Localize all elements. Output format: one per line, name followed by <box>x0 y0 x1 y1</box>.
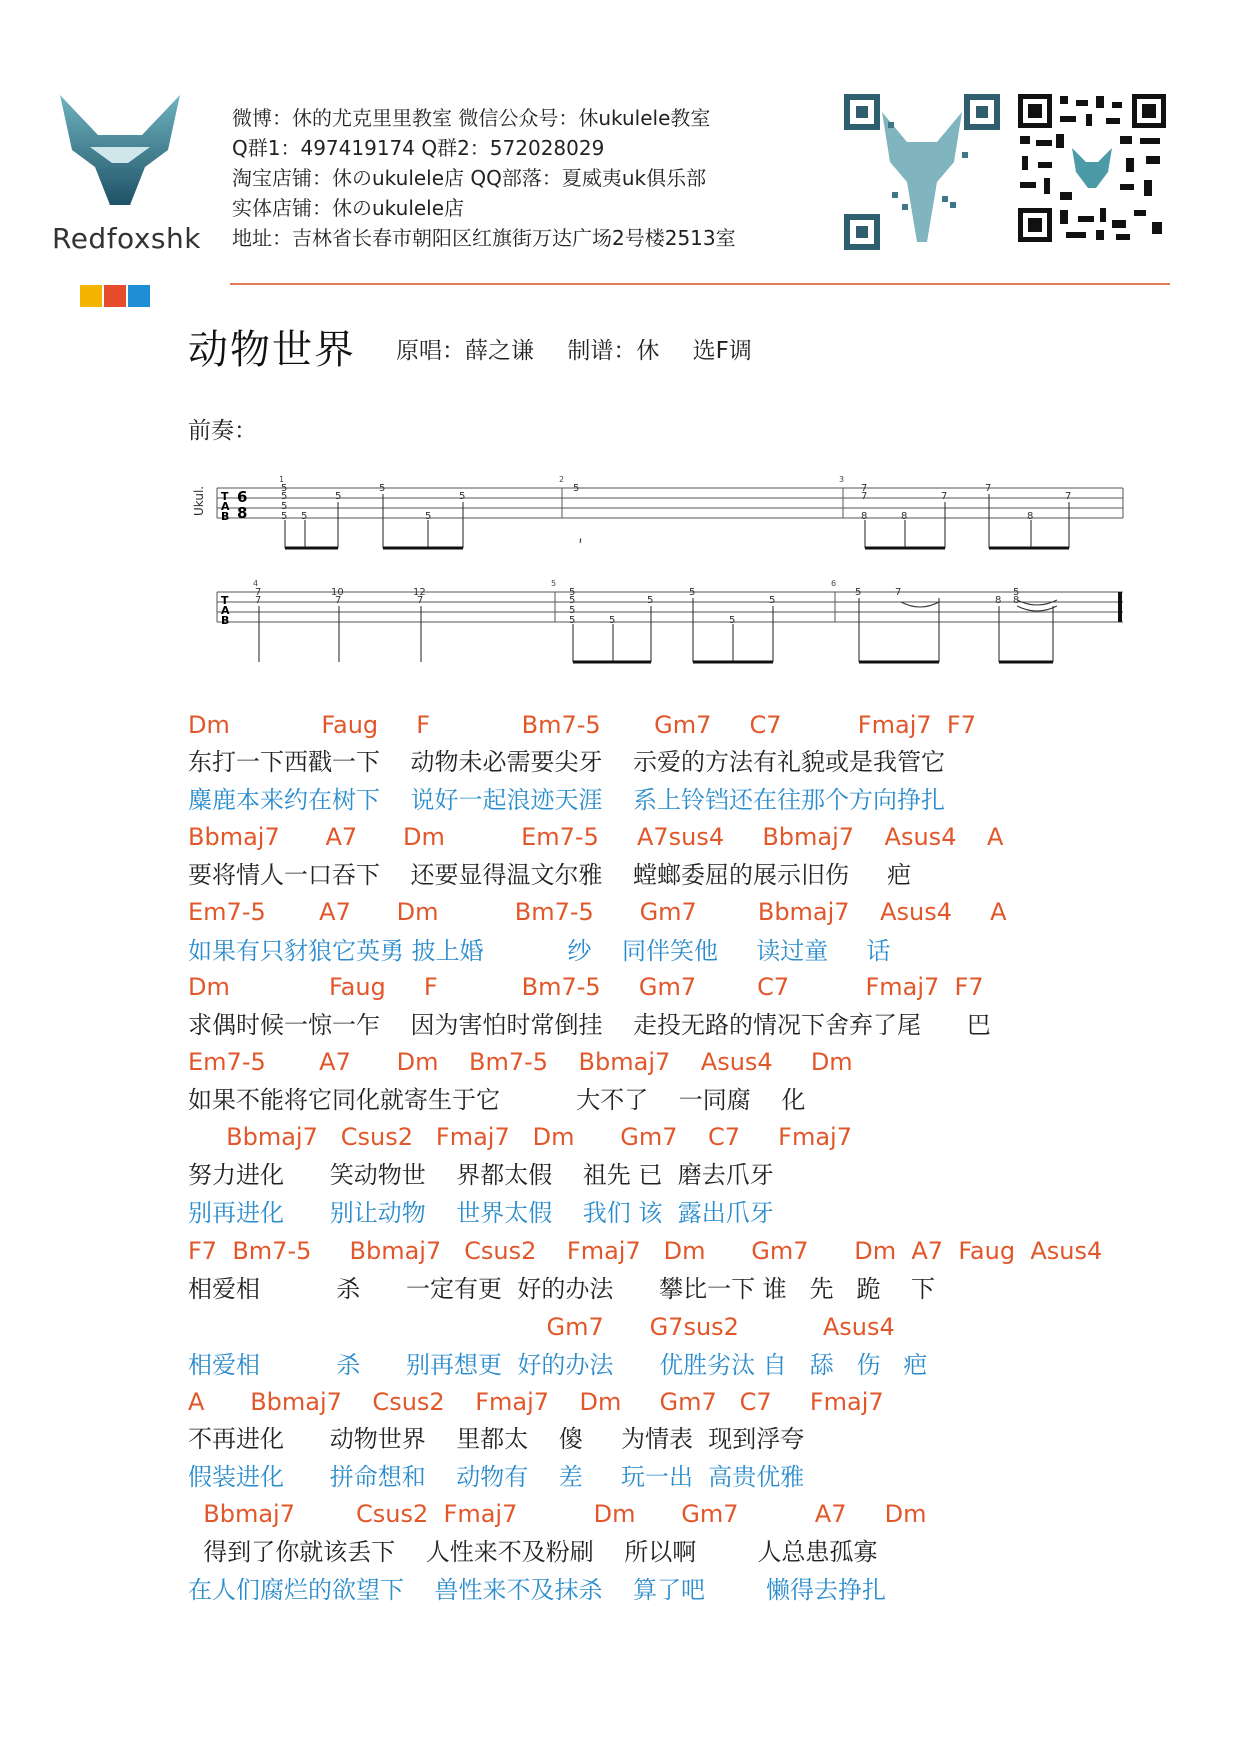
song-title: 动物世界 <box>188 327 356 373</box>
chord-line: Em7-5 A7 Dm Bm7-5 Bbmaj7 Asus4 Dm <box>188 1048 853 1076</box>
svg-text:7: 7 <box>255 587 262 598</box>
intro-label: 前奏： <box>188 418 257 444</box>
qr-code-icon <box>842 92 1002 252</box>
lyric-line: 麋鹿本来约在树下 说好一起浪迹天涯 系上铃铛还在往那个方向挣扎 <box>188 786 946 814</box>
svg-text:3: 3 <box>839 475 845 484</box>
svg-text:8: 8 <box>237 504 248 522</box>
chord-line: Bbmaj7 Csus2 Fmaj7 Dm Gm7 A7 Dm <box>188 1500 927 1528</box>
lyric-line: 相爱相 杀 别再想更 好的办法 优胜劣汰 自 舔 伤 疤 <box>188 1351 928 1379</box>
svg-text:5: 5 <box>569 605 576 616</box>
tab-note: 5 <box>573 483 580 494</box>
tab-note: 5 <box>379 483 386 494</box>
svg-text:8: 8 <box>1013 595 1020 606</box>
lyric-line: 努力进化 笑动物世 界都太假 祖先 已 磨去爪牙 <box>188 1161 774 1189</box>
chord-line: Dm Faug F Bm7-5 Gm7 C7 Fmaj7 F7 <box>188 711 976 739</box>
tab-note: 7 <box>861 483 868 494</box>
svg-text:12: 12 <box>413 587 426 598</box>
lyric-line: 得到了你就该丢下 人性来不及粉刷 所以啊 人总患孤寡 <box>188 1538 878 1566</box>
svg-text:1: 1 <box>279 475 285 484</box>
lyric-line: 如果不能将它同化就寄生于它 大不了 一同腐 化 <box>188 1086 806 1114</box>
tab-note: 8 <box>1027 511 1034 522</box>
svg-text:10: 10 <box>331 587 344 598</box>
lyric-line: 在人们腐烂的欲望下 兽性来不及抹杀 算了吧 懒得去挣扎 <box>188 1576 887 1604</box>
svg-text:5: 5 <box>729 615 736 626</box>
tab-note: 7 <box>861 491 868 502</box>
brand-color-dots <box>80 285 152 311</box>
lyric-line: 求偶时候一惊一乍 因为害怕时常倒挂 走投无路的情况下舍弃了尾 巴 <box>188 1011 991 1039</box>
tab-note: 8 <box>861 511 868 522</box>
chord-line: A Bbmaj7 Csus2 Fmaj7 Dm Gm7 C7 Fmaj7 <box>188 1388 884 1416</box>
svg-text:T: T <box>221 594 229 607</box>
svg-text:8: 8 <box>995 595 1002 606</box>
contact-info <box>232 103 736 253</box>
tab-note: 7 <box>1065 491 1072 502</box>
tab-staff-2 <box>195 572 1125 672</box>
svg-text:T: T <box>221 490 229 503</box>
chord-line: F7 Bm7-5 Bbmaj7 Csus2 Fmaj7 Dm Gm7 Dm A7 Faug Asus4 <box>188 1237 1103 1265</box>
lyric-line: 别再进化 别让动物 世界太假 我们 该 露出爪牙 <box>188 1199 774 1227</box>
svg-text:5: 5 <box>609 615 616 626</box>
chord-line: Em7-5 A7 Dm Bm7-5 Gm7 Bbmaj7 Asus4 A <box>188 898 1007 926</box>
key: 选F调 <box>692 338 752 364</box>
header-divider <box>230 283 1170 285</box>
lyric-line: 要将情人一口吞下 还要显得温文尔雅 螳螂委屈的展示旧伤 疤 <box>188 861 912 889</box>
svg-text:4: 4 <box>253 579 259 588</box>
tab-note: 5 <box>281 483 288 494</box>
chord-line: Bbmaj7 A7 Dm Em7-5 A7sus4 Bbmaj7 Asus4 A <box>188 823 1004 851</box>
chord-line: Dm Faug F Bm7-5 Gm7 C7 Fmaj7 F7 <box>188 973 984 1001</box>
tab-note: 5 <box>459 491 466 502</box>
qr-code-icon <box>1016 92 1168 244</box>
svg-text:5: 5 <box>689 587 696 598</box>
svg-text:7: 7 <box>255 595 262 606</box>
svg-text:5: 5 <box>1013 587 1020 598</box>
chord-line: Bbmaj7 Csus2 Fmaj7 Dm Gm7 C7 Fmaj7 <box>188 1123 852 1151</box>
tab-note: 7 <box>985 483 992 494</box>
info-line: 淘宝店铺：休のukulele店 QQ部落：夏威夷uk俱乐部 <box>232 166 707 190</box>
info-line: Q群1：497419174 Q群2：572028029 <box>232 136 605 160</box>
chord-line: Gm7 G7sus2 Asus4 <box>188 1313 895 1341</box>
svg-text:7: 7 <box>895 587 902 598</box>
tab-note: 8 <box>901 511 908 522</box>
svg-text:𝄽: 𝄽 <box>579 537 582 547</box>
tab-note: 5 <box>425 511 432 522</box>
svg-text:5: 5 <box>569 615 576 626</box>
svg-text:5: 5 <box>769 595 776 606</box>
svg-text:A: A <box>221 500 230 513</box>
svg-text:5: 5 <box>855 587 862 598</box>
instrument-label: Ukul. <box>192 485 206 516</box>
tab-note: 5 <box>335 491 342 502</box>
info-line: 实体店铺：休のukulele店 <box>232 196 465 220</box>
tab-note: 5 <box>281 491 288 502</box>
svg-text:5: 5 <box>551 579 557 588</box>
svg-text:B: B <box>221 614 230 627</box>
svg-text:7: 7 <box>417 595 424 606</box>
svg-text:6: 6 <box>831 579 837 588</box>
svg-text:A: A <box>221 604 230 617</box>
svg-text:5: 5 <box>569 587 576 598</box>
svg-text:5: 5 <box>569 595 576 606</box>
lyric-line: 东打一下西戳一下 动物未必需要尖牙 示爱的方法有礼貌或是我管它 <box>188 748 946 776</box>
singer: 原唱：薛之谦 <box>396 338 534 364</box>
lyric-line: 相爱相 杀 一定有更 好的办法 攀比一下 谁 先 跪 下 <box>188 1275 936 1303</box>
info-line: 地址：吉林省长春市朝阳区红旗街万达广场2号楼2513室 <box>232 226 736 250</box>
lyric-line: 不再进化 动物世界 里都太 傻 为情表 现到浮夸 <box>188 1425 805 1453</box>
tab-note: 5 <box>281 501 288 512</box>
svg-text:6: 6 <box>237 488 248 506</box>
tab-staff-1 <box>192 468 1125 568</box>
fox-logo-icon <box>50 95 190 215</box>
lyric-line: 假装进化 拼命想和 动物有 差 玩一出 高贵优雅 <box>188 1463 805 1491</box>
tab-note: 5 <box>281 511 288 522</box>
tab-note: 5 <box>301 511 308 522</box>
song-meta <box>396 332 778 365</box>
svg-text:B: B <box>221 510 230 523</box>
lyric-line: 如果有只豺狼它英勇 披上婚 纱 同伴笑他 读过童 话 <box>188 937 891 965</box>
brand-name: Redfoxshk <box>52 222 201 255</box>
svg-text:5: 5 <box>647 595 654 606</box>
arranger: 制谱：休 <box>567 338 660 364</box>
svg-text:2: 2 <box>559 475 565 484</box>
tab-note: 7 <box>941 491 948 502</box>
info-line: 微博：休的尤克里里教室 微信公众号：休ukulele教室 <box>232 106 711 130</box>
svg-text:7: 7 <box>335 595 342 606</box>
